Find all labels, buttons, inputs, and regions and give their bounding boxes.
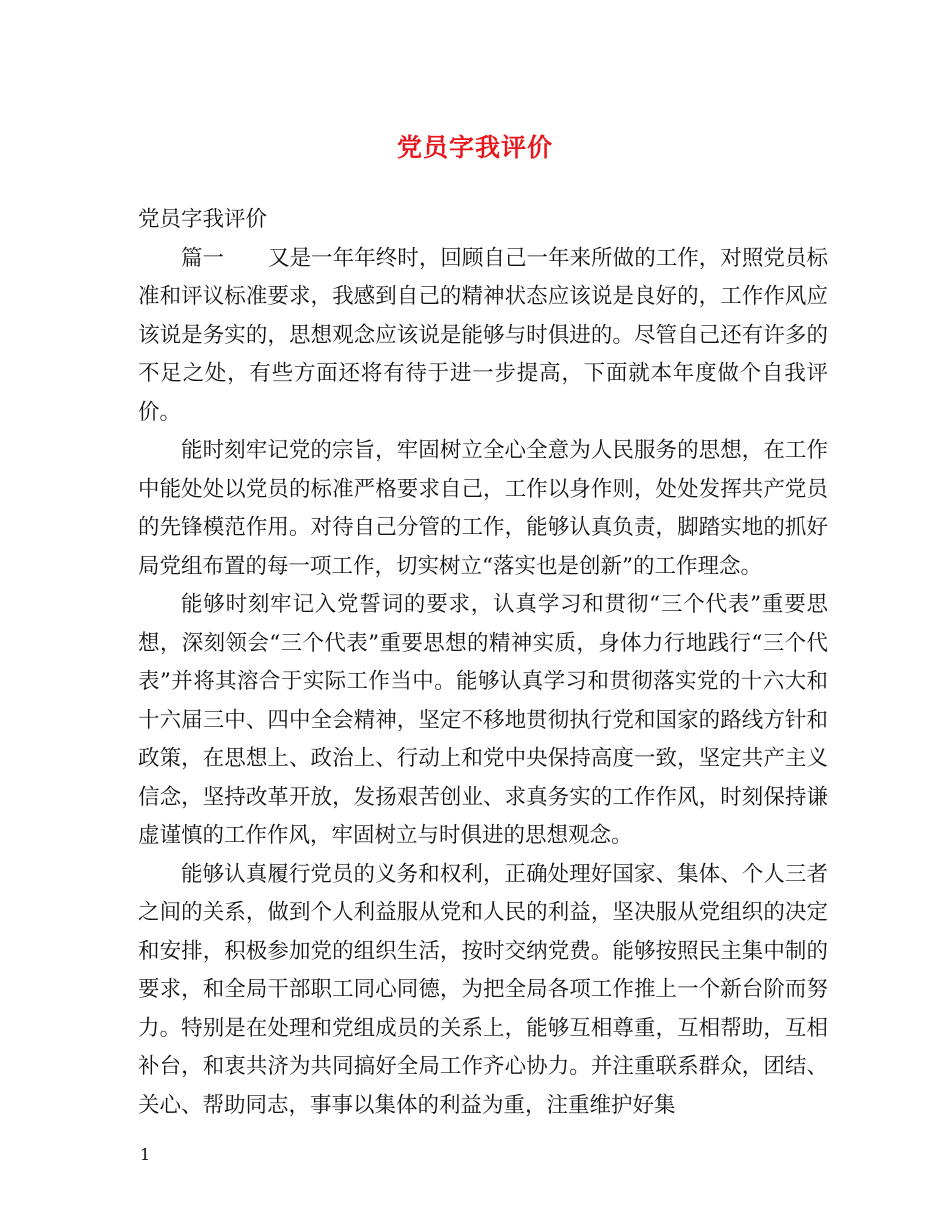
document-title: 党员字我评价 (396, 133, 553, 162)
document-subtitle: 党员字我评价 (138, 207, 268, 232)
paragraph-2: 能时刻牢记党的宗旨，牢固树立全心全意为人民服务的思想，在工作中能处处以党员的标准严格要求自己，工作以身作则，处处发挥共产党员的先锋模范作用。对待自己分管的工作，能够认真负责，脚踏实地的抓好局党组布置的每一项工作，切实树立“落实也是创新”的工作理念。 (138, 438, 828, 579)
document-body (138, 201, 828, 1125)
paragraph-4: 能够认真履行党员的义务和权利，正确处理好国家、集体、个人三者之间的关系，做到个人利益服从党和人民的利益，坚决服从党组织的决定和安排，积极参加党的组织生活，按时交纳党费。能够按照民主集中制的要求，和全局干部职工同心同德，为把全局各项工作推上一个新台阶而努力。特别是在处理和党组成员的关系上，能够互相尊重，互相帮助，互相补台，和衷共济为共同搞好全局工作齐心协力。并注重联系群众，团结、关心、帮助同志，事事以集体的利益为重，注重维护好集 (138, 861, 828, 1118)
page-number: 1 (140, 1145, 151, 1164)
paragraph-1-text: 又是一年年终时，回顾自己一年来所做的工作，对照党员标准和评议标准要求，我感到自己的精神状态应该说是良好的，工作作风应该说是务实的，思想观念应该说是能够与时俱进的。尽管自己还有许多的不足之处，有些方面还将有待于进一步提高，下面就本年度做个自我评价。 (138, 245, 828, 425)
paragraph-3: 能够时刻牢记入党誓词的要求，认真学习和贯彻“三个代表”重要思想，深刻领会“三个代表”重要思想的精神实质，身体力行地践行“三个代表”并将其溶合于实际工作当中。能够认真学习和贯彻落实党的十六大和十六届三中、四中全会精神，坚定不移地贯彻执行党和国家的路线方针和政策，在思想上、政治上、行动上和党中央保持高度一致，坚定共产主义信念，坚持改革开放，发扬艰苦创业、求真务实的工作作风，时刻保持谦虚谨慎的工作作风，牢固树立与时俱进的思想观念。 (138, 592, 828, 848)
section-label: 篇一 (181, 245, 225, 271)
paragraph-1 (138, 240, 828, 433)
